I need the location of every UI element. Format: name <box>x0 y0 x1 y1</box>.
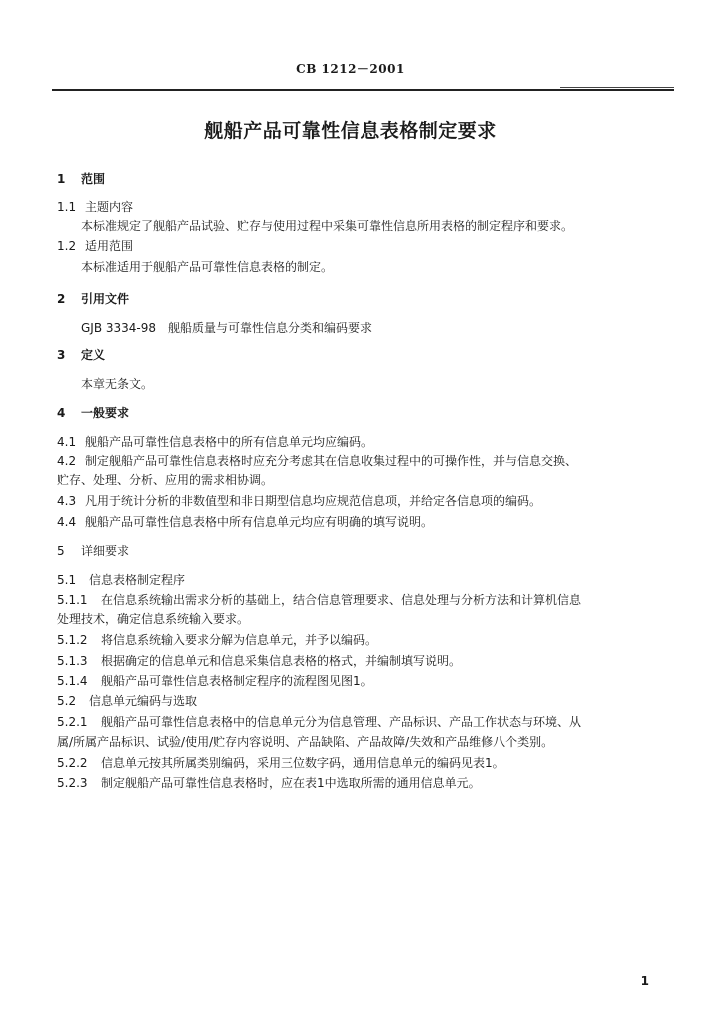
subsection-heading: 1.2 适用范围 <box>57 239 134 253</box>
section-heading: 1 范围 <box>57 172 106 186</box>
header-rule <box>52 89 674 91</box>
subsection-heading: 5.1 信息表格制定程序 <box>57 573 186 587</box>
clause: 5.1.2 将信息系统输入要求分解为信息单元，并予以编码。 <box>57 633 378 647</box>
clause: 5.1.4 舰船产品可靠性信息表格制定程序的流程图见图1。 <box>57 674 373 688</box>
standard-number-header: CB 1212－2001 <box>296 62 405 76</box>
clause: 5.2.1 舰船产品可靠性信息表格中的信息单元分为信息管理、产品标识、产品工作状态与环境、从 <box>57 715 582 729</box>
paragraph: 本标准规定了舰船产品试验、贮存与使用过程中采集可靠性信息所用表格的制定程序和要求。 <box>81 219 574 233</box>
section-heading: 4 一般要求 <box>57 406 130 420</box>
section-heading: 2 引用文件 <box>57 292 130 306</box>
subsection-heading: 1.1 主题内容 <box>57 200 134 214</box>
page-number: 1 <box>640 974 649 988</box>
clause: 4.2 制定舰船产品可靠性信息表格时应充分考虑其在信息收集过程中的可操作性，并与信息交换、 <box>57 454 578 468</box>
reference-document: GJB 3334-98 舰船质量与可靠性信息分类和编码要求 <box>81 321 373 335</box>
clause: 5.1.3 根据确定的信息单元和信息采集信息表格的格式，并编制填写说明。 <box>57 654 462 668</box>
clause-continuation: 贮存、处理、分析、应用的需求相协调。 <box>57 473 274 487</box>
subsection-heading: 5.2 信息单元编码与选取 <box>57 694 198 708</box>
clause-continuation: 处理技术，确定信息系统输入要求。 <box>57 612 250 626</box>
document-title: 舰船产品可靠性信息表格制定要求 <box>204 120 497 142</box>
clause: 4.1 舰船产品可靠性信息表格中的所有信息单元均应编码。 <box>57 435 374 449</box>
paragraph: 本标准适用于舰船产品可靠性信息表格的制定。 <box>81 260 334 274</box>
section-heading: 5 详细要求 <box>57 544 130 558</box>
clause: 4.4 舰船产品可靠性信息表格中所有信息单元均应有明确的填写说明。 <box>57 515 434 529</box>
clause: 5.2.3 制定舰船产品可靠性信息表格时，应在表1中选取所需的通用信息单元。 <box>57 776 481 790</box>
clause: 4.3 凡用于统计分析的非数值型和非日期型信息均应规范信息项，并给定各信息项的编码。 <box>57 494 542 508</box>
clause: 5.1.1 在信息系统输出需求分析的基础上，结合信息管理要求、信息处理与分析方法和计算机信息 <box>57 593 582 607</box>
clause-continuation: 属/所属产品标识、试验/使用/贮存内容说明、产品缺陷、产品故障/失效和产品维修八个类别。 <box>57 735 554 749</box>
header-rule-thin <box>560 87 674 88</box>
clause: 5.2.2 信息单元按其所属类别编码，采用三位数字码，通用信息单元的编码见表1。 <box>57 756 505 770</box>
section-heading: 3 定义 <box>57 348 106 362</box>
paragraph: 本章无条文。 <box>81 377 154 391</box>
